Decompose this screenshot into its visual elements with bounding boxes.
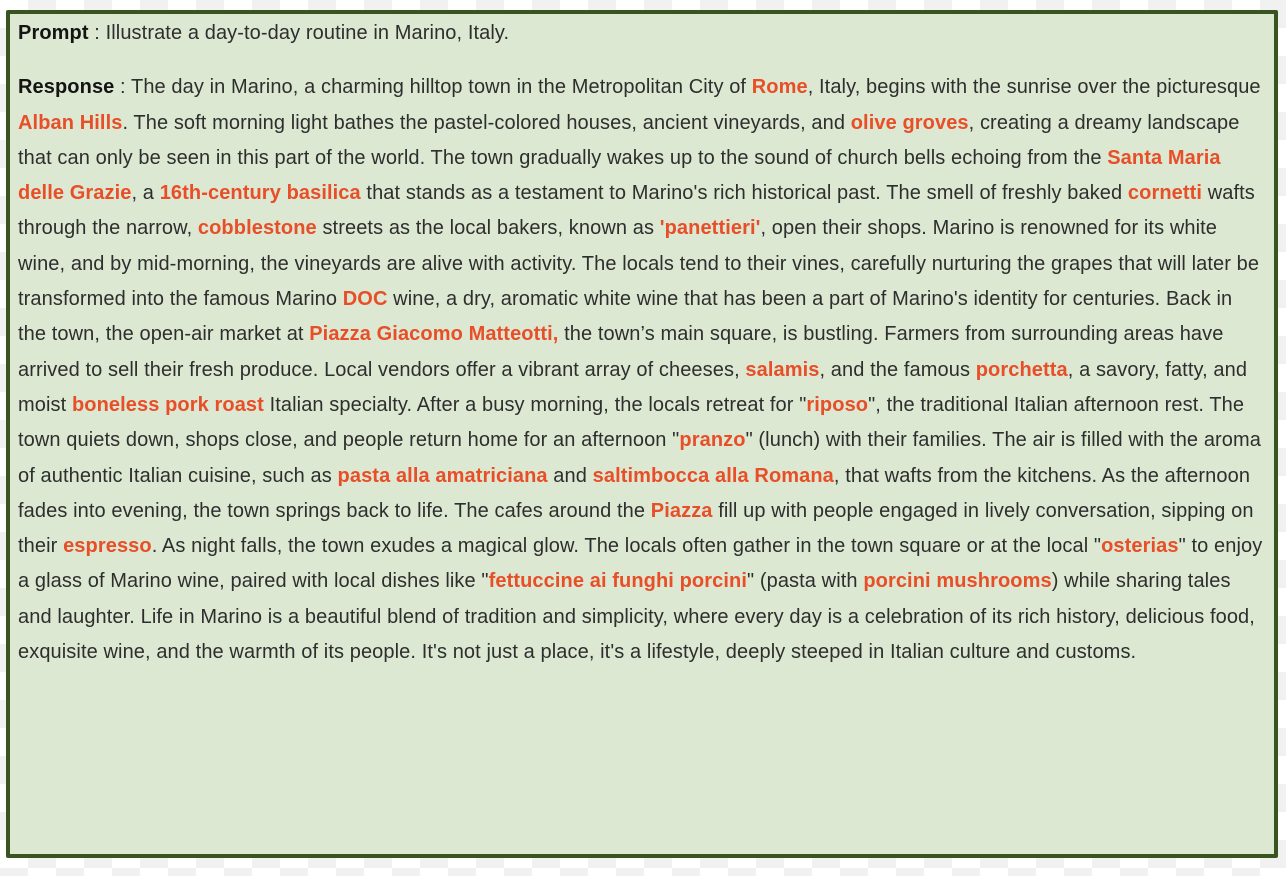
highlighted-phrase: espresso: [63, 535, 152, 558]
highlighted-phrase: porcini mushrooms: [863, 570, 1052, 593]
highlighted-phrase: olive groves: [850, 111, 969, 134]
highlighted-phrase: saltimbocca alla Romana: [592, 464, 834, 487]
response-text: The day in Marino, a charming hilltop town in the Metropolitan City of Rome, Italy, begins with the sunrise over the picturesque Alban Hills. The soft morning light bathes the pastel-colored houses, ancient vineyards, and olive groves, creating a dreamy landscape that can only be seen in this part of the world. The town gradually wakes up to the sound of church bells echoing from the Santa Maria delle Grazie, a 16th-century basilica that stands as a testament to Marino's rich historical past. The smell of freshly baked cornetti wafts through the narrow, cobblestone streets as the local bakers, known as 'panettieri', open their shops. Marino is renowned for its white wine, and by mid-morning, the vineyards are alive with activity. The locals tend to their vines, carefully nurturing the grapes that will later be transformed into the famous Marino DOC wine, a dry, aromatic white wine that has been a part of Marino's identity for centuries. Back in the town, the open-air market at Piazza Giacomo Matteotti, the town’s main square, is bustling. Farmers from surrounding areas have arrived to sell their fresh produce. Local vendors offer a vibrant array of cheeses, salamis, and the famous porchetta, a savory, fatty, and moist boneless pork roast Italian specialty. After a busy morning, the locals retreat for "riposo", the traditional Italian afternoon rest. The town quiets down, shops close, and people return home for an afternoon "pranzo" (lunch) with their families. The air is filled with the aroma of authentic Italian cuisine, such as pasta alla amatriciana and saltimbocca alla Romana, that wafts from the kitchens. As the afternoon fades into evening, the town springs back to life. The cafes around the Piazza fill up with people engaged in lively conversation, sipping on their espresso. As night falls, the town exudes a magical glow. The locals often gather in the town square or at the local "osterias" to enjoy a glass of Marino wine, paired with local dishes like "fettuccine ai funghi porcini" (pasta with porcini mushrooms) while sharing tales and laughter. Life in Marino is a beautiful blend of tradition and simplicity, where every day is a celebration of its rich history, delicious food, exquisite wine, and the warmth of its people. It's not just a place, it's a lifestyle, deeply steeped in Italian culture and customs.: [18, 76, 1263, 664]
highlighted-phrase: 'panettieri': [659, 217, 761, 240]
highlighted-phrase: Santa Maria delle Grazie: [18, 146, 1221, 205]
highlighted-phrase: fettuccine ai funghi porcini: [488, 570, 747, 593]
highlighted-phrase: Rome: [751, 76, 808, 99]
prompt-text: Illustrate a day-to-day routine in Marino, Italy.: [105, 22, 510, 44]
prompt-response-card: [6, 10, 1278, 858]
highlighted-phrase: salamis: [745, 358, 820, 381]
highlighted-phrase: cornetti: [1127, 182, 1203, 205]
highlighted-phrase: 16th-century basilica: [159, 182, 361, 205]
response-separator: :: [114, 76, 131, 99]
highlighted-phrase: pasta alla amatriciana: [337, 464, 548, 487]
response-label: Response: [18, 76, 115, 99]
response-paragraph: [18, 70, 1266, 670]
highlighted-phrase: Piazza Giacomo Matteotti,: [309, 323, 559, 346]
prompt-paragraph: [18, 16, 1266, 51]
prompt-separator: :: [88, 22, 106, 44]
highlighted-phrase: Alban Hills: [18, 111, 123, 134]
prompt-label: Prompt: [18, 22, 89, 44]
highlighted-phrase: riposo: [806, 393, 869, 416]
highlighted-phrase: osterias: [1101, 535, 1179, 558]
highlighted-phrase: cobblestone: [197, 217, 317, 240]
highlighted-phrase: Piazza: [650, 499, 713, 522]
highlighted-phrase: porchetta: [975, 358, 1068, 381]
highlighted-phrase: boneless pork roast: [71, 393, 264, 416]
highlighted-phrase: pranzo: [679, 429, 746, 452]
highlighted-phrase: DOC: [342, 288, 388, 311]
